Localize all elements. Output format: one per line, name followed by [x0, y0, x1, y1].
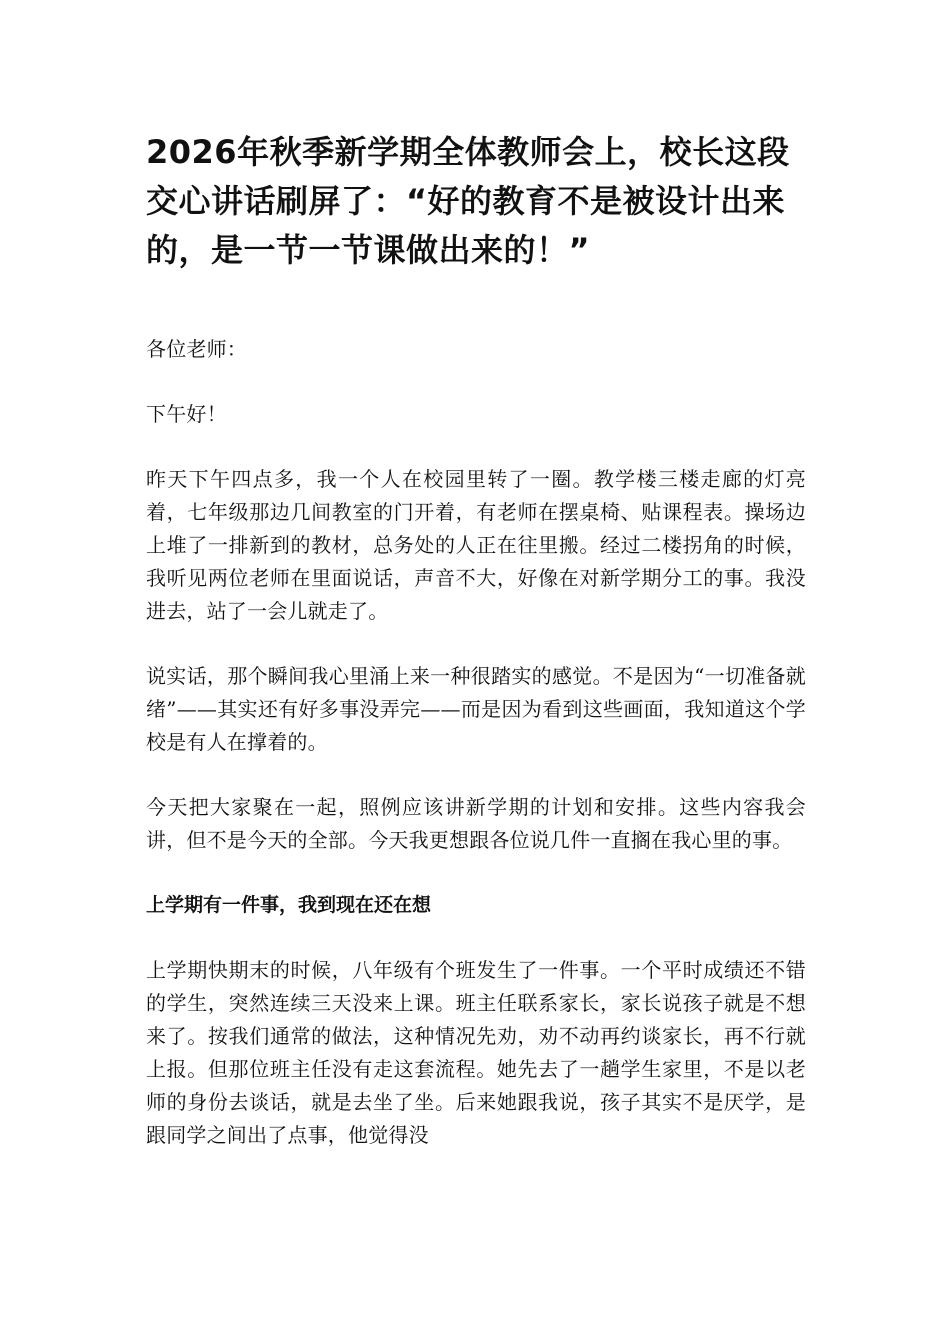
paragraph-feeling: 说实话，那个瞬间我心里涌上来一种很踏实的感觉。不是因为“一切准备就绪”——其实还有好多事没弄完——而是因为看到这些画面，我知道这个学校是有人在撑着的。	[146, 664, 806, 754]
document-page	[146, 128, 806, 1152]
paragraph-story: 上学期快期末的时候，八年级有个班发生了一件事。一个平时成绩还不错的学生，突然连续三天没来上课。班主任联系家长，家长说孩子就是不想来了。按我们通常的做法，这种情况先劝，劝不动再约谈家长，再不行就上报。但那位班主任没有走这套流程。她先去了一趟学生家里，不是以老师的身份去谈话，就是去坐了坐。后来她跟我说，孩子其实不是厌学，是跟同学之间出了点事，他觉得没	[146, 958, 806, 1147]
paragraph-campus-walk: 昨天下午四点多，我一个人在校园里转了一圈。教学楼三楼走廊的灯亮着，七年级那边几间教室的门开着，有老师在摆桌椅、贴课程表。操场边上堆了一排新到的教材，总务处的人正在往里搬。经过二楼拐角的时候，我听见两位老师在里面说话，声音不大，好像在对新学期分工的事。我没进去，站了一会儿就走了。	[146, 467, 806, 623]
document-title: 2026年秋季新学期全体教师会上，校长这段交心讲话刷屏了：“好的教育不是被设计出来的，是一节一节课做出来的！”	[146, 133, 790, 269]
section-heading: 上学期有一件事，我到现在还在想	[146, 894, 432, 916]
greeting: 下午好！	[146, 402, 227, 426]
paragraph-agenda: 今天把大家聚在一起，照例应该讲新学期的计划和安排。这些内容我会讲，但不是今天的全部。今天我更想跟各位说几件一直搁在我心里的事。	[146, 795, 806, 852]
salutation: 各位老师：	[146, 337, 247, 361]
